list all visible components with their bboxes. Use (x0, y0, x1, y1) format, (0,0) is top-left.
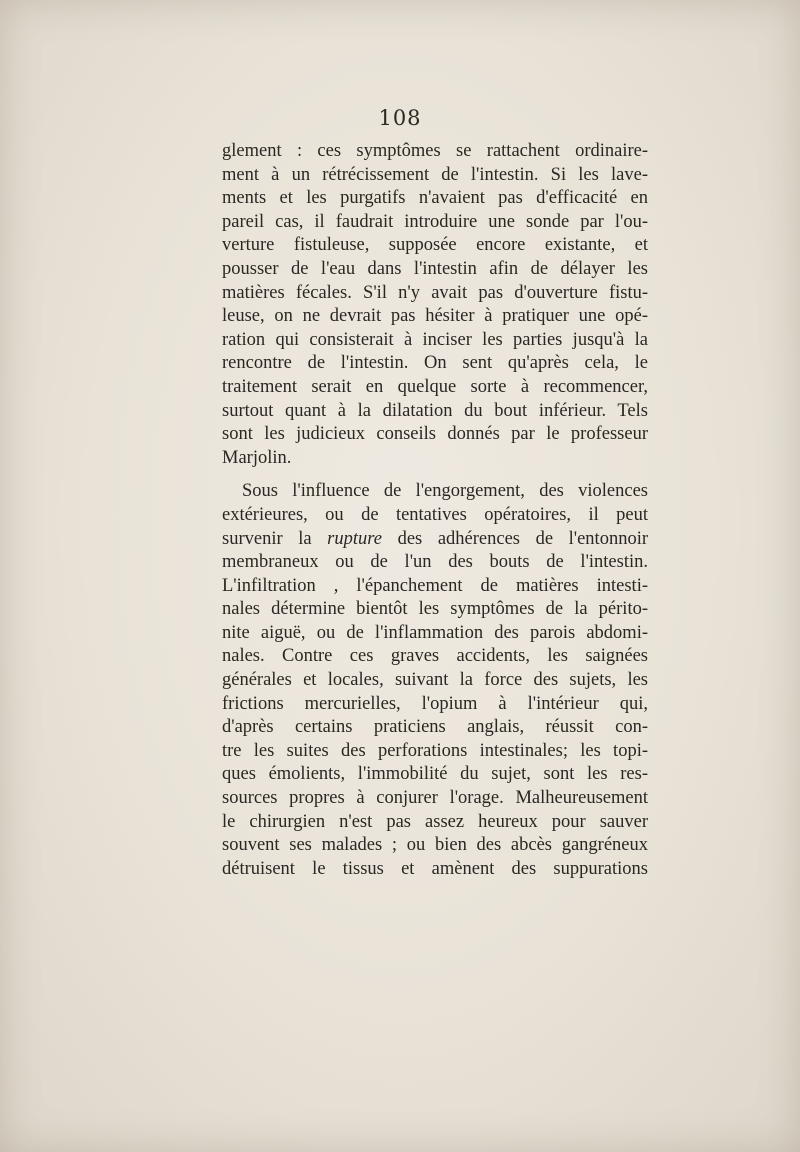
text-line: L'infiltration , l'épanchement de matières intesti- (222, 575, 648, 596)
text-line: le chirurgien n'est pas assez heureux pour sauver (222, 811, 648, 832)
page-number: 108 (378, 106, 422, 130)
text-line: Sous l'influence de l'engorgement, des violences (242, 481, 648, 502)
paragraph-2 (222, 480, 648, 881)
paragraph-1 (222, 140, 648, 470)
text-line: d'après certains praticiens anglais, réussit con- (222, 717, 648, 738)
text-line: sources propres à conjurer l'orage. Malheureusement (222, 788, 648, 809)
text-line: traitement serait en quelque sorte à recommencer, (222, 376, 648, 397)
text-line: nales. Contre ces graves accidents, les saignées (222, 646, 648, 667)
text-line: ques émolients, l'immobilité du sujet, sont les res- (222, 764, 648, 785)
text-line: ration qui consisterait à inciser les parties jusqu'à la (222, 329, 648, 350)
text-line: rencontre de l'intestin. On sent qu'après cela, le (222, 353, 648, 374)
text-run: des adhérences de l'entonnoir (381, 528, 648, 549)
body-text (222, 140, 648, 881)
text-line: souvent ses malades ; ou bien des abcès gangréneux (222, 835, 648, 856)
text-line: pousser de l'eau dans l'intestin afin de délayer les (222, 258, 648, 279)
text-line-with-italic (222, 528, 648, 552)
text-line: générales et locales, suivant la force des sujets, les (222, 670, 648, 691)
text-line: membraneux ou de l'un des bouts de l'intestin. (222, 552, 648, 573)
text-line: frictions mercurielles, l'opium à l'intérieur qui, (222, 693, 648, 714)
text-line: surtout quant à la dilatation du bout inférieur. Tels (222, 400, 648, 421)
text-line: sont les judicieux conseils donnés par le professeur (222, 424, 648, 445)
text-line: détruisent le tissus et amènent des suppurations (222, 858, 648, 879)
text-line: ments et les purgatifs n'avaient pas d'efficacité en (222, 188, 648, 209)
text-line: pareil cas, il faudrait introduire une sonde par l'ou- (222, 211, 648, 232)
text-line: matières fécales. S'il n'y avait pas d'ouverture fistu- (222, 282, 648, 303)
text-line: tre les suites des perforations intestinales; les topi- (222, 740, 648, 761)
text-line: extérieures, ou de tentatives opératoires, il peut (222, 504, 648, 525)
text-line: ment à un rétrécissement de l'intestin. Si les lave- (222, 164, 648, 185)
text-run: survenir la (222, 528, 328, 549)
text-line: Marjolin. (222, 447, 292, 468)
text-line: glement : ces symptômes se rattachent ordinaire- (222, 141, 648, 161)
italic-word: rupture (327, 528, 382, 549)
text-line: leuse, on ne devrait pas hésiter à pratiquer une opé- (222, 306, 648, 327)
text-line: nales détermine bientôt les symptômes de la périto- (222, 599, 648, 620)
text-line: nite aiguë, ou de l'inflammation des parois abdomi- (222, 622, 648, 643)
text-line: verture fistuleuse, supposée encore existante, et (222, 235, 648, 256)
